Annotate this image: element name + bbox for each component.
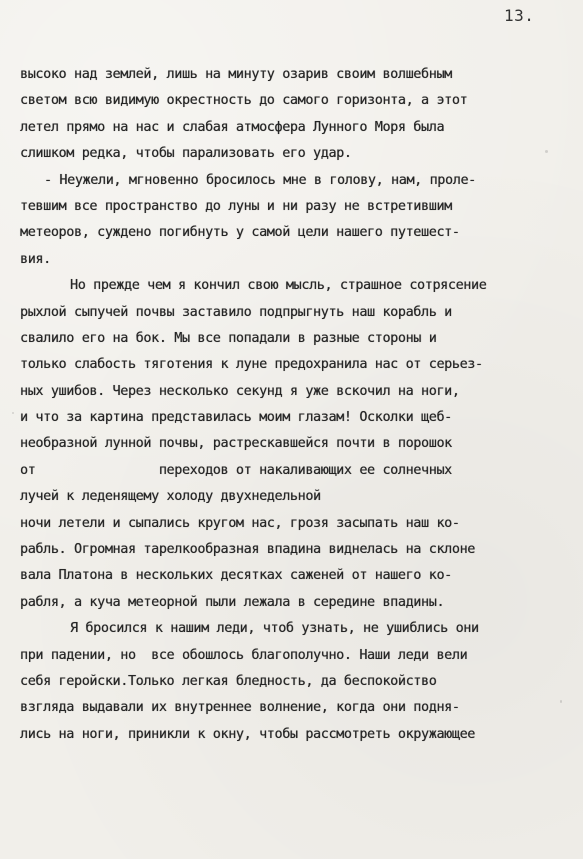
text-line: тевшим все пространство до луны и ни разу не встретившим <box>20 198 452 214</box>
text-line: рыхлой сыпучей почвы заставило подпрыгнуть наш корабль и <box>20 304 452 320</box>
text-line: слишком редка, чтобы парализовать его удар. <box>20 146 352 162</box>
text-line: свалило его на бок. Мы все попадали в разные стороны и <box>20 330 437 346</box>
paper-speck <box>12 412 14 414</box>
text-line: рабль. Огромная тарелкообразная впадина виднелась на склоне <box>20 542 475 558</box>
page-number: 13. <box>504 6 535 25</box>
text-line: лучей к леденящему холоду двухнедельной <box>20 489 321 505</box>
text-line: при падении, но все обошлось благополучно. Наши леди вели <box>20 647 468 663</box>
text-line: светом всю видимую окрестность до самого горизонта, а этот <box>20 93 468 109</box>
text-line: от переходов от накаливающих ее солнечных <box>20 462 452 478</box>
text-line: Но прежде чем я кончил свою мысль, страшное сотрясение <box>70 278 487 294</box>
text-line: рабля, а куча метеорной пыли лежала в середине впадины. <box>20 594 445 610</box>
text-line: лись на ноги, приникли к окну, чтобы рассмотреть окружающее <box>20 726 475 742</box>
text-line: взгляда выдавали их внутреннее волнение, когда они подня- <box>20 700 460 716</box>
text-line: и что за картина представилась моим глазам! Осколки щеб- <box>20 410 452 426</box>
paper-speck <box>545 150 548 153</box>
text-line: - Неужели, мгновенно бросилось мне в голову, нам, проле- <box>44 172 476 188</box>
text-line: необразной лунной почвы, растрескавшейся почти в порошок <box>20 436 452 452</box>
text-line: себя геройски.Только легкая бледность, да беспокойство <box>20 673 437 689</box>
text-line: ночи летели и сыпались кругом нас, грозя засыпать наш ко- <box>20 515 460 531</box>
text-line: вия. <box>20 251 51 267</box>
text-line: Я бросился к нашим леди, чтоб узнать, не ушиблись они <box>70 621 479 637</box>
text-line: только слабость тяготения к луне предохранила нас от серьез- <box>20 357 483 373</box>
body-text <box>20 62 575 748</box>
text-line: высоко над землей, лишь на минуту озарив своим волшебным <box>20 67 452 82</box>
paper-speck <box>560 700 562 703</box>
text-line: ных ушибов. Через несколько секунд я уже вскочил на ноги, <box>20 383 460 399</box>
text-line: метеоров, суждено погибнуть у самой цели нашего путешест- <box>20 225 460 241</box>
text-line: вала Платона в нескольких десятках саженей от нашего ко- <box>20 568 452 584</box>
text-line: летел прямо на нас и слабая атмосфера Лунного Моря была <box>20 119 445 135</box>
